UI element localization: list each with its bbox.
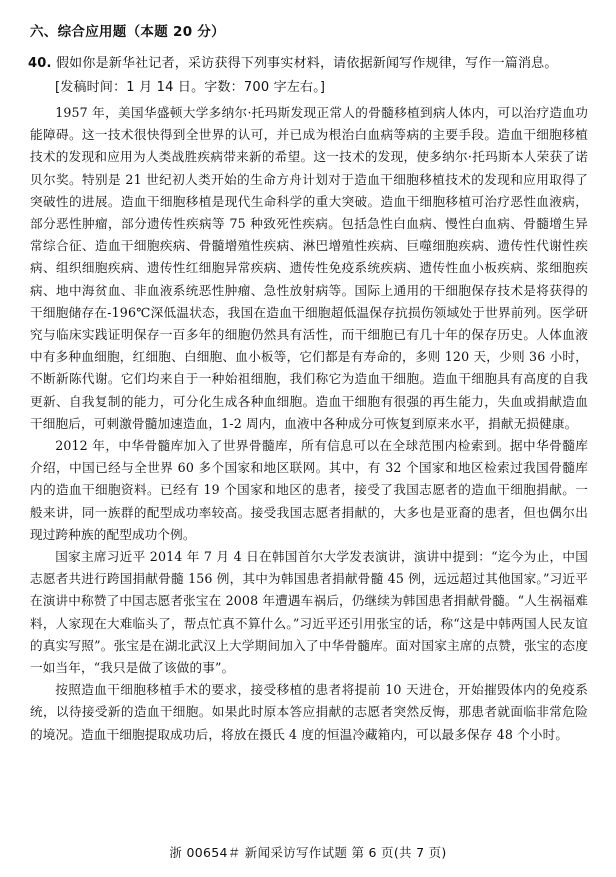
question-number: 40. bbox=[28, 56, 52, 71]
question-prompt bbox=[28, 52, 588, 100]
material-paragraph-4: 按照造血干细胞移植手术的要求，接受移植的患者将提前 10 天进仓，开始摧毁体内的免疫系统，以待接受新的造血干细胞。如果此时原本答应捐献的志愿者突然反悔，那患者就面临非常危险的境况。造血干细胞提取成功后，将放在摄氏 4 度的恒温冷藏箱内，可以最多保存 48 个小时。 bbox=[30, 682, 588, 742]
page-footer: 浙 00654＃ 新闻采访写作试题 第 6 页(共 7 页) bbox=[169, 845, 447, 860]
question-text: 假如你是新华社记者，采访获得下列事实材料，请依据新闻写作规律，写作一篇消息。 bbox=[55, 56, 558, 71]
question-requirements: [发稿时间：1 月 14 日。字数：700 字左右。] bbox=[55, 80, 326, 95]
material-paragraph-2: 2012 年，中华骨髓库加入了世界骨髓库，所有信息可以在全球范围内检索到。据中华骨髓库介绍，中国已经与全世界 60 多个国家和地区联网。其中，有 32 个国家和地区检索过我国骨髓库内的造血干细胞资料。已经有 19 个国家和地区的患者，接受了我国志愿者的造血干细胞捐献。一般来讲，同一族群的配型成功率较高。接受我国志愿者捐献的，大多也是亚裔的患者，但也偶尔出现过跨种族的配型成功个例。 bbox=[30, 438, 588, 542]
material-paragraph-3: 国家主席习近平 2014 年 7 月 4 日在韩国首尔大学发表演讲，演讲中提到：“迄今为止，中国志愿者共进行跨国捐献骨髓 156 例，其中为韩国患者捐献骨髓 45 例，远远超过其他国家。”习近平在演讲中称赞了中国志愿者张宝在 2008 年遭遇车祸后，仍继续为韩国患者捐献骨髓。“人生祸福难料，人家现在大难临头了，帮点忙真不算什么。”习近平还引用张宝的话，称“这是中韩两国人民友谊的真实写照”。张宝是在湖北武汉上大学期间加入了中华骨髓库。面对国家主席的点赞，张宝的态度一如当年，“我只是做了该做的事”。 bbox=[30, 549, 588, 676]
section-title: 六、综合应用题（本题 20 分） bbox=[30, 24, 225, 40]
material-body bbox=[30, 102, 588, 746]
material-paragraph-1: 1957 年，美国华盛顿大学多纳尔·托玛斯发现正常人的骨髓移植到病人体内，可以治疗造血功能障碍。这一技术很快得到全世界的认可，并已成为根治白血病等病的主要手段。造血干细胞移植技术的发现和应用为人类战胜疾病带来新的希望。这一技术的发现，使多纳尔·托玛斯本人荣获了诺贝尔奖。特别是 21 世纪初人类开始的生命方舟计划对于造血干细胞移植技术的发现和应用取得了突破性的进展。造血干细胞移植是现代生命科学的重大突破。造血干细胞移植可治疗恶性血液病，部分恶性肿瘤，部分遗传性疾病等 75 种致死性疾病。包括急性白血病、慢性白血病、骨髓增生异常综合征、造血干细胞疾病、骨髓增殖性疾病、淋巴增殖性疾病、巨噬细胞疾病、遗传性代谢性疾病、组织细胞疾病、遗传性红细胞异常疾病、遗传性免疫系统疾病、遗传性血小板疾病、浆细胞疾病、地中海贫血、非血液系统恶性肿瘤、急性放射病等。国际上通用的干细胞保存技术是将获得的干细胞储存在-196℃深低温状态，我国在造血干细胞超低温保存抗损伤领域处于世界前列。医学研究与临床实践证明保存一百多年的细胞仍然具有活性，而干细胞已有几十年的保存历史。人体血液中有多种血细胞，红细胞、白细胞、血小板等，它们都是有寿命的，多则 120 天，少则 36 小时，不断新陈代谢。它们均来自于一种始祖细胞，我们称它为造血干细胞。造血干细胞具有高度的自我更新、自我复制的能力，可分化生成各种血细胞。造血干细胞有很强的再生能力，失血或捐献造血干细胞后，可刺激骨髓加速造血，1-2 周内，血液中各种成分可恢复到原来水平，捐献无损健康。 bbox=[30, 105, 588, 431]
